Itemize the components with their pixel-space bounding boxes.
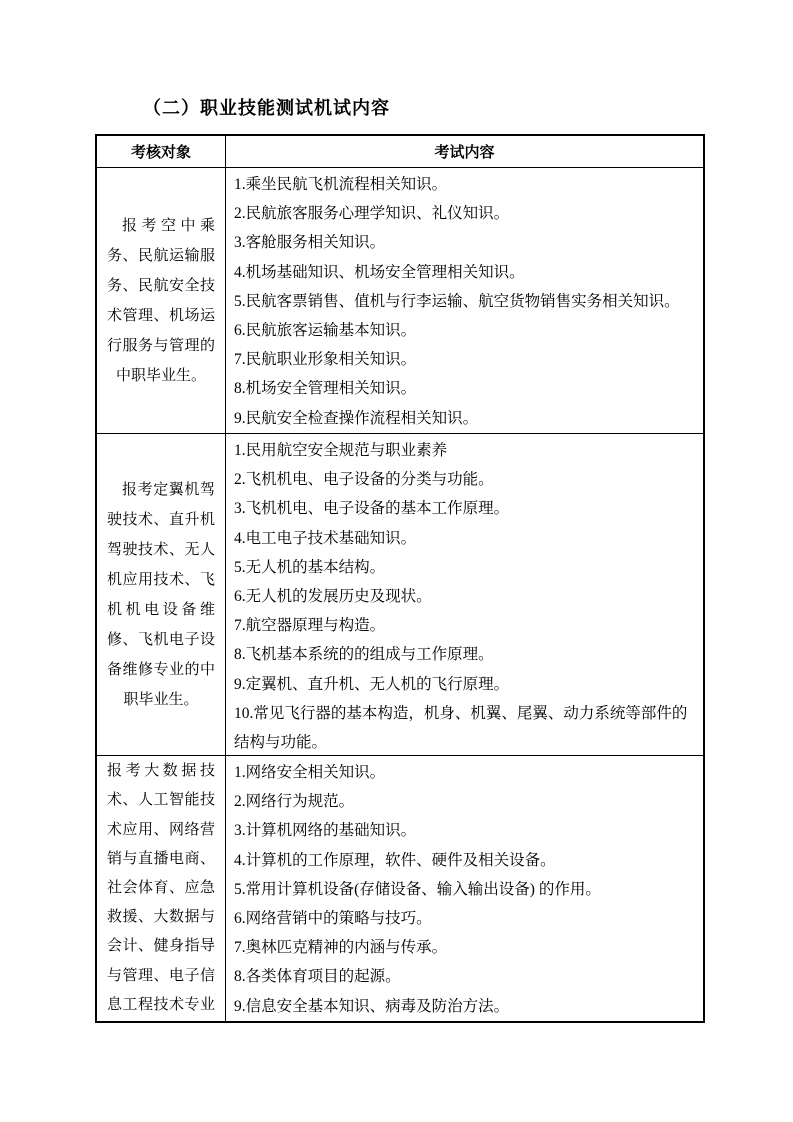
exam-content-item: 2.飞机机电、电子设备的分类与功能。 (234, 471, 494, 489)
exam-content-item: 4.电工电子技术基础知识。 (234, 529, 417, 547)
exam-content-item: 6.网络营销中的策略与技巧。 (234, 910, 432, 928)
column-header-assessment-object: 考核对象 (97, 136, 226, 167)
exam-content-item: 8.各类体育项目的起源。 (234, 968, 401, 986)
exam-content-item: 9.定翼机、直升机、无人机的飞行原理。 (234, 675, 510, 693)
assessment-object-text: 报考定翼机驾驶技术、直升机驾驶技术、无人机应用技术、飞机机电设备维修、飞机电子设备维修专业的中职毕业生。 (107, 481, 215, 708)
table-row-1-exam-content-cell (226, 167, 703, 433)
table-row-2-exam-content-cell (226, 433, 703, 755)
exam-content-item: 7.民航职业形象相关知识。 (234, 351, 417, 369)
assessment-object-text: 报考大数据技术、人工智能技术应用、网络营销与直播电商、社会体育、应急救援、大数据与会计、健身指导与管理、电子信息工程技术专业 (107, 763, 215, 1013)
exam-content-item: 8.飞机基本系统的的组成与工作原理。 (234, 646, 494, 664)
exam-content-item: 3.计算机网络的基础知识。 (234, 822, 417, 840)
exam-content-item: 2.网络行为规范。 (234, 793, 355, 811)
exam-content-item: 9.民航安全检查操作流程相关知识。 (234, 409, 479, 427)
exam-content-item: 2.民航旅客服务心理学知识、礼仪知识。 (234, 205, 510, 223)
exam-content-item: 3.飞机机电、电子设备的基本工作原理。 (234, 500, 510, 518)
exam-content-item: 5.常用计算机设备(存储设备、输入输出设备) 的作用。 (234, 880, 601, 898)
column-header-exam-content: 考试内容 (434, 145, 495, 161)
exam-content-item: 9.信息安全基本知识、病毒及防治方法。 (234, 997, 510, 1015)
exam-content-item: 4.计算机的工作原理，软件、硬件及相关设备。 (234, 851, 556, 869)
exam-content-item: 4.机场基础知识、机场安全管理相关知识。 (234, 263, 525, 281)
exam-content-item: 10.常见飞行器的基本构造，机身、机翼、尾翼、动力系统等部件的结构与功能。 (234, 704, 688, 752)
table-row-3-assessment-object-cell (97, 755, 226, 1021)
exam-content-item: 7.奥林匹克精神的内涵与传承。 (234, 939, 448, 957)
exam-content-item: 7.航空器原理与构造。 (234, 617, 386, 635)
exam-content-item: 1.民用航空安全规范与职业素养 (234, 442, 448, 459)
exam-content-item: 1.乘坐民航飞机流程相关知识。 (234, 176, 448, 193)
exam-content-table (95, 134, 705, 1023)
exam-content-item: 6.民航旅客运输基本知识。 (234, 322, 417, 340)
section-title: （二）职业技能测试机试内容 (143, 98, 390, 118)
table-row-1-assessment-object-cell (97, 167, 226, 433)
exam-content-item: 5.民航客票销售、值机与行李运输、航空货物销售实务相关知识。 (234, 292, 680, 310)
exam-content-item: 8.机场安全管理相关知识。 (234, 380, 417, 398)
exam-content-item: 5.无人机的基本结构。 (234, 558, 386, 576)
assessment-object-text: 报考空中乘务、民航运输服务、民航安全技术管理、机场运行服务与管理的中职毕业生。 (107, 217, 215, 384)
exam-content-item: 6.无人机的发展历史及现状。 (234, 588, 432, 606)
exam-content-item: 3.客舱服务相关知识。 (234, 234, 386, 252)
table-row-2-assessment-object-cell (97, 433, 226, 755)
exam-content-item: 1.网络安全相关知识。 (234, 764, 386, 781)
table-row-3-exam-content-cell (226, 755, 703, 1021)
